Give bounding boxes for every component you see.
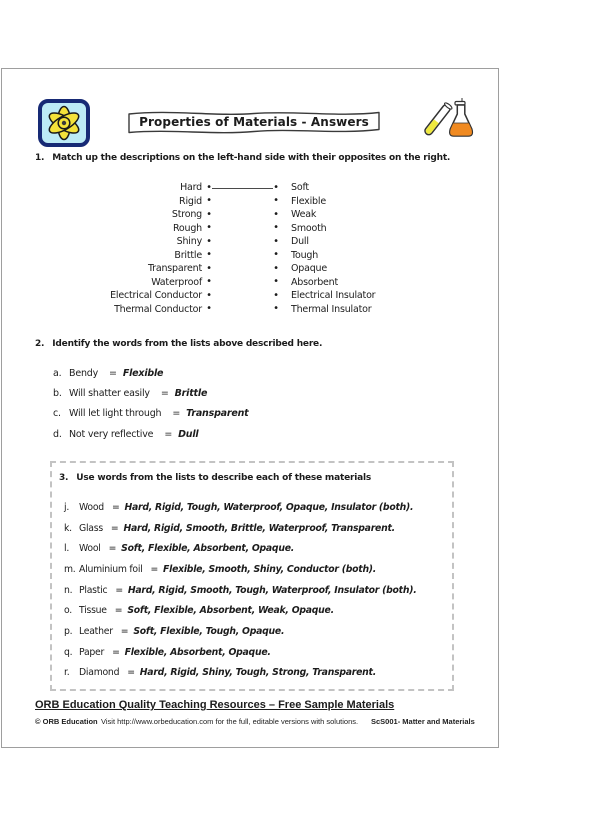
footer-resource-code: ScS001- Matter and Materials [371,717,475,726]
footer-title: ORB Education Quality Teaching Resources – Free Sample Materials [35,699,395,711]
q3-item [64,580,448,601]
item-letter: o. [64,605,72,617]
item-description: Bendy [69,367,99,379]
equals-sign: = [114,605,123,617]
item-answer: Brittle [174,388,208,400]
page-frame [1,68,499,748]
bullet-icon: • [273,249,279,261]
match-left-term: Thermal Conductor [114,303,202,315]
item-letter: n. [64,584,73,596]
atom-logo-icon [37,98,91,148]
item-letter: l. [64,543,70,555]
bullet-icon: • [206,276,212,288]
bullet-icon: • [206,303,212,315]
match-connector-area [216,208,269,222]
bullet-icon: • [206,262,212,274]
page-title: Properties of Materials - Answers [139,115,369,129]
equals-sign: = [160,388,169,400]
match-left-term: Brittle [174,249,202,261]
q3-item [64,600,448,621]
match-right-term: Soft [291,182,309,194]
item-answer: Hard, Rigid, Smooth, Tough, Waterproof, Insulator (both). [127,584,417,596]
bullet-icon: • [206,289,212,301]
bullet-icon: • [273,181,279,193]
q3-item [64,663,448,684]
equals-sign: = [127,667,135,679]
match-row [2,208,498,222]
item-letter: p. [64,625,73,637]
match-left-term: Transparent [147,263,202,275]
q2-number: 2. [35,339,45,349]
item-material: Wool [79,543,101,555]
match-row [2,249,498,263]
item-material: Tissue [79,605,107,617]
q2-item [53,404,249,424]
bullet-icon: • [273,276,279,288]
match-right-term: Flexible [291,195,326,207]
item-letter: m. [64,563,76,575]
q3-box [50,461,454,691]
item-answer: Transparent [186,408,249,420]
q1-text: Match up the descriptions on the left-hand side with their opposites on the right. [52,153,451,163]
q2-item [53,363,249,383]
bullet-icon: • [206,249,212,261]
match-connector-area [216,262,269,276]
match-row [2,262,498,276]
match-right-term: Smooth [291,222,327,234]
q2-prompt [35,339,322,349]
bullet-icon: • [206,208,212,220]
bullet-icon: • [206,181,212,193]
match-left-term: Shiny [176,236,202,248]
q3-item [64,538,448,559]
item-letter: a. [53,367,62,379]
item-material: Leather [79,625,113,637]
item-material: Glass [79,522,103,534]
match-left-term: Electrical Conductor [110,290,202,302]
item-letter: j. [64,501,70,513]
q3-prompt [59,473,371,483]
q3-item [64,518,448,539]
bullet-icon: • [206,222,212,234]
match-row [2,222,498,236]
bullet-icon: • [273,289,279,301]
item-material: Wood [79,501,104,513]
connector-line [212,188,273,189]
match-right-term: Weak [291,209,317,221]
item-answer: Hard, Rigid, Tough, Waterproof, Opaque, Insulator (both). [124,501,414,513]
test-tube-icon [423,102,453,137]
q3-item [64,642,448,663]
match-left-term: Rigid [179,195,202,207]
item-material: Plastic [79,584,108,596]
match-connector-area [216,276,269,290]
equals-sign: = [111,501,120,513]
title-banner [124,106,384,138]
q2-item [53,383,249,403]
match-row [2,235,498,249]
q2-text: Identify the words from the lists above described here. [52,339,323,349]
item-answer: Dull [178,428,199,440]
q3-item [64,559,448,580]
match-left-term: Hard [180,182,202,194]
match-row [2,181,498,195]
match-right-term: Opaque [291,263,328,275]
item-letter: r. [64,667,70,679]
item-letter: b. [53,388,62,400]
match-right-term: Tough [291,249,319,261]
q2-item [53,424,249,444]
item-answer: Hard, Rigid, Smooth, Brittle, Waterproof, Transparent. [123,522,395,534]
item-description: Not very reflective [69,428,154,440]
q2-answer-list [53,363,249,445]
item-answer: Flexible [122,367,164,379]
equals-sign: = [164,428,173,440]
equals-sign: = [150,563,159,575]
match-row [2,303,498,317]
q3-item [64,621,448,642]
bullet-icon: • [273,303,279,315]
bullet-icon: • [273,235,279,247]
match-connector-area [216,195,269,209]
q3-answer-list [64,497,448,683]
match-connector-area [216,249,269,263]
equals-sign: = [112,646,120,658]
equals-sign: = [109,367,117,379]
item-answer: Hard, Rigid, Shiny, Tough, Strong, Transparent. [139,667,377,679]
item-letter: d. [53,428,62,440]
item-description: Will let light through [69,408,162,420]
item-material: Aluminium foil [79,563,143,575]
match-left-term: Waterproof [151,276,202,288]
q3-item [64,497,448,518]
match-right-term: Absorbent [291,276,339,288]
match-right-term: Dull [291,236,309,248]
equals-sign: = [115,584,123,596]
bullet-icon: • [273,208,279,220]
footer-visit-text: Visit http://www.orbeducation.com for the full, editable versions with solutions. [101,717,359,726]
footer-row [2,717,498,729]
match-connector-area [216,222,269,236]
item-letter: q. [64,646,73,658]
item-answer: Soft, Flexible, Absorbent, Weak, Opaque. [127,605,334,617]
q3-number: 3. [59,473,69,483]
match-row [2,289,498,303]
science-icons [419,97,475,147]
equals-sign: = [120,625,129,637]
match-row [2,195,498,209]
item-letter: c. [53,408,61,420]
bullet-icon: • [273,195,279,207]
bullet-icon: • [206,235,212,247]
item-material: Paper [79,646,105,658]
item-answer: Flexible, Smooth, Shiny, Conductor (both). [163,563,377,575]
bullet-icon: • [273,262,279,274]
match-connector-area [216,181,269,195]
match-list [2,181,498,316]
flask-icon [450,98,473,136]
item-answer: Soft, Flexible, Tough, Opaque. [133,625,285,637]
equals-sign: = [110,522,119,534]
item-letter: k. [64,522,72,534]
match-right-term: Electrical Insulator [291,290,376,302]
item-material: Diamond [79,667,120,679]
bullet-icon: • [273,222,279,234]
match-connector-area [216,289,269,303]
equals-sign: = [172,408,181,420]
match-left-term: Strong [171,209,202,221]
equals-sign: = [108,543,117,555]
q1-number: 1. [35,153,45,163]
q3-text: Use words from the lists to describe each of these materials [76,473,372,483]
bullet-icon: • [206,195,212,207]
match-row [2,276,498,290]
match-connector-area [216,235,269,249]
match-connector-area [216,303,269,317]
match-left-term: Rough [172,222,202,234]
item-answer: Flexible, Absorbent, Opaque. [124,646,271,658]
match-right-term: Thermal Insulator [291,303,372,315]
item-answer: Soft, Flexible, Absorbent, Opaque. [121,543,295,555]
footer-copyright: © ORB Education [35,717,98,726]
q1-prompt [35,153,450,163]
item-description: Will shatter easily [69,388,150,400]
